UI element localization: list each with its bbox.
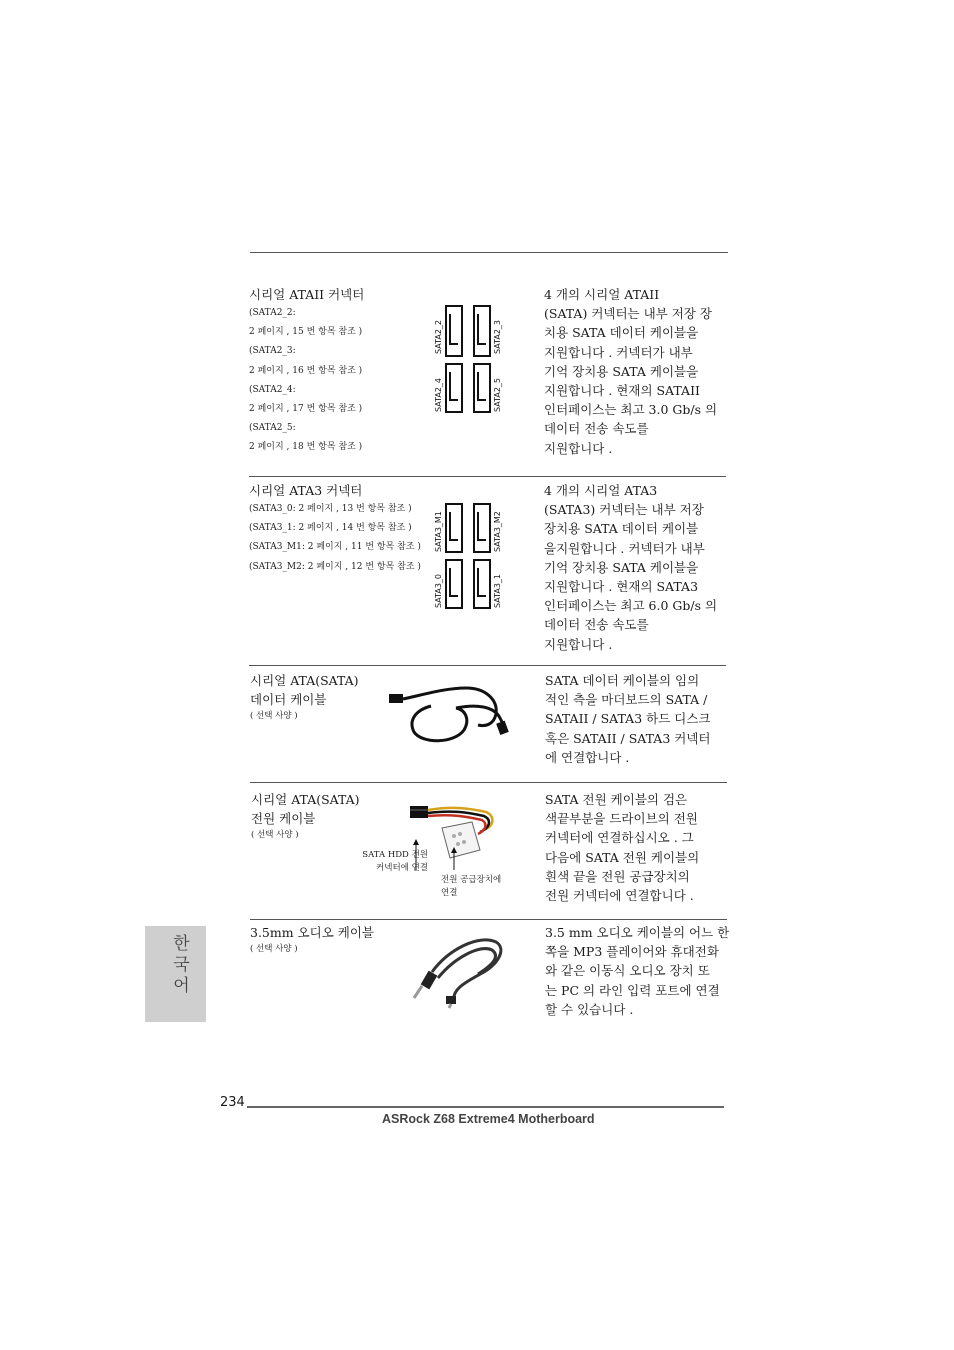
optional-note: ( 선택 사양 ) [250,711,298,721]
note-line: (SATA3_M2: 2 페이지 , 12 번 항목 참조 ) [249,561,421,572]
desc-line: 혹은 SATAII / SATA3 커넥터 [545,730,711,746]
desc-line: SATA 데이터 케이블의 임의 [545,673,700,688]
desc-line: (SATA3) 커넥터는 내부 저장 [544,502,704,518]
desc-line: 을지원합니다 . 커넥터가 내부 [544,540,705,556]
port-label: SATA2_2 [434,320,443,354]
desc-line: 커넥터에 연결하십시오 . 그 [545,830,694,846]
desc-line: 색끝부분을 드라이브의 전원 [545,811,698,827]
desc-line: (SATA) 커넥터는 내부 저장 장 [544,306,712,322]
section-divider [250,782,727,783]
port-label: SATA2_5 [493,378,502,412]
footer-title: ASRock Z68 Extreme4 Motherboard [382,1112,595,1126]
label-line: 전원 공급장치에 [441,875,502,885]
label-line: 연결 [441,888,458,898]
section-description [544,481,717,654]
note-line: (SATA2_3: [249,346,296,357]
desc-line: 쪽을 MP3 플레이어와 휴대전화 [545,944,719,960]
note-line: 2 페이지 , 15 번 항목 참조 ) [249,327,363,338]
desc-line: 다음에 SATA 전원 케이블의 [545,849,700,865]
port-label: SATA3_M2 [493,511,502,552]
language-label: 한국어 [169,934,189,997]
desc-line: 데이터 전송 속도를 [544,617,649,633]
section-description [545,923,729,1019]
page-number: 234 [220,1095,245,1110]
port-label: SATA2_3 [493,320,502,354]
desc-line: 지원합니다 . [544,636,613,652]
note-line: (SATA3_0: 2 페이지 , 13 번 항목 참조 ) [249,504,412,514]
title-line: 시리얼 ATA(SATA) [251,792,360,807]
note-line: 2 페이지 , 18 번 항목 참조 ) [249,442,363,453]
audio-cable-image [408,930,508,1010]
language-side-tab [145,926,206,1022]
sata2-connector-diagram [432,302,512,414]
desc-line: 3.5 mm 오디오 케이블의 어느 한 [545,925,730,940]
section-description [544,285,717,458]
title-line: 데이터 케이블 [250,692,327,707]
title-line: 전원 케이블 [251,811,316,826]
section-divider [250,919,727,920]
psu-label [441,874,501,900]
sata-data-cable-icon [386,680,511,746]
section-description [545,790,699,905]
desc-line: 적인 측을 마더보드의 SATA / [545,692,708,708]
title-line: 시리얼 ATA(SATA) [250,673,359,688]
desc-line: 기억 장치용 SATA 케이블을 [544,363,699,379]
desc-line: 치용 SATA 데이터 케이블을 [544,325,699,341]
port-label: SATA3_M1 [434,511,443,552]
desc-line: SATA 전원 케이블의 검은 [545,792,688,807]
label-line: SATA HDD 전원 [362,850,428,860]
desc-line: 흰색 끝을 전원 공급장치의 [545,868,690,884]
section-title: 시리얼 ATAII 커넥터 [249,287,365,302]
label-line: 커넥터에 연결 [376,863,428,873]
desc-line: 인터페이스는 최고 3.0 Gb/s 의 [544,402,718,418]
desc-line: 지원합니다 . [544,440,613,456]
audio-cable-icon [408,930,508,1010]
port-label: SATA3_0 [434,574,443,608]
note-line: (SATA2_5: [249,423,296,434]
section-title [250,923,374,954]
section-title: 시리얼 ATA3 커넥터 [249,483,363,498]
port-label: SATA2_4 [434,378,443,412]
note-line: 2 페이지 , 16 번 항목 참조 ) [249,365,363,376]
optional-note: ( 선택 사양 ) [250,944,298,954]
desc-line: 할 수 있습니다 . [545,1001,634,1017]
note-line: 2 페이지 , 17 번 항목 참조 ) [249,404,363,415]
desc-line: 에 연결합니다 . [545,749,630,765]
desc-line: 와 같은 이동식 오디오 장치 또 [545,963,710,979]
port-label: SATA3_1 [493,574,502,608]
desc-line: 전원 커넥터에 연결합니다 . [545,888,694,904]
desc-line: 는 PC 의 라인 입력 포트에 연결 [545,982,720,998]
note-line: (SATA3_M1: 2 페이지 , 11 번 항목 참조 ) [249,542,421,553]
desc-line: 지원합니다 . 현재의 SATAII [544,383,700,399]
note-line: (SATA3_1: 2 페이지 , 14 번 항목 참조 ) [249,523,412,534]
desc-line: SATAII / SATA3 하드 디스크 [545,711,711,727]
footer-rule [247,1106,724,1108]
section-description [545,671,710,767]
section-notes [249,500,421,577]
desc-line: 데이터 전송 속도를 [544,421,649,437]
sata-data-cable-image [386,680,511,746]
hdd-label [352,849,428,875]
optional-note: ( 선택 사양 ) [251,830,299,840]
section-divider [249,476,726,477]
desc-line: 지원합니다 . 현재의 SATA3 [544,579,699,595]
note-line: (SATA2_2: [249,308,296,318]
desc-line: 4 개의 시리얼 ATAII [544,287,660,302]
section-title [250,671,359,721]
section-notes [249,304,362,458]
desc-line: 지원합니다 . 커넥터가 내부 [544,344,693,360]
section-divider [249,665,726,666]
note-line: (SATA2_4: [249,384,296,395]
sata3-connector-diagram [432,500,512,612]
desc-line: 인터페이스는 최고 6.0 Gb/s 의 [544,598,718,614]
desc-line: 장치용 SATA 데이터 케이블 [544,521,699,537]
desc-line: 기억 장치용 SATA 케이블을 [544,559,699,575]
section-title [251,790,360,840]
top-rule [250,252,728,253]
title-line: 3.5mm 오디오 케이블 [250,925,374,940]
desc-line: 4 개의 시리얼 ATA3 [544,483,658,498]
